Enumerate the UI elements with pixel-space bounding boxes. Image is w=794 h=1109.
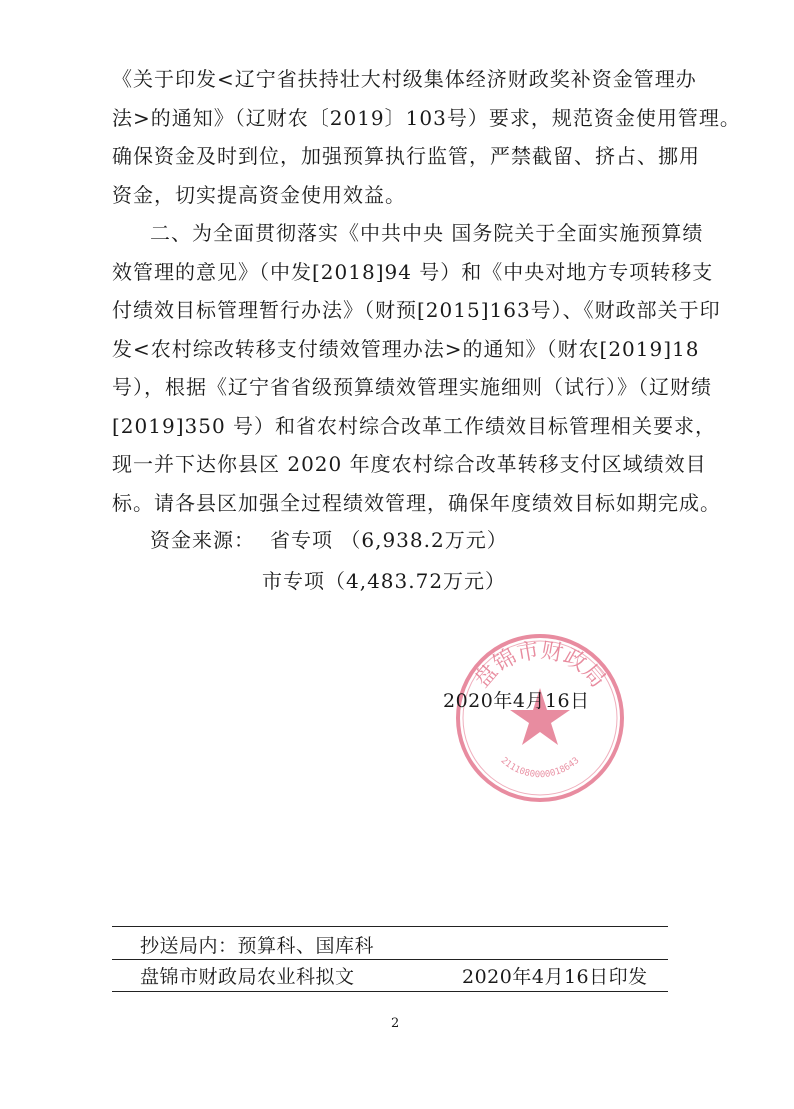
text-line: 效管理的意见》（中发[2018]94 号）和《中央对地方专项转移支 <box>112 259 714 284</box>
text-line: 标。请各县区加强全过程绩效管理，确保年度绩效目标如期完成。 <box>112 490 721 515</box>
provincial-fund: 省专项 （6,938.2万元） <box>270 528 508 552</box>
text-line: 《关于印发<辽宁省扶持壮大村级集体经济财政奖补资金管理办 <box>112 67 697 91</box>
footer-rule-middle <box>112 959 668 960</box>
text-line: 现一并下达你县区 2020 年度农村综合改革转移支付区域绩效目 <box>112 452 707 476</box>
svg-text:盘锦市财政局: 盘锦市财政局 <box>469 638 611 693</box>
city-fund: 市专项（4,483.72万元） <box>262 569 507 593</box>
text-line: 二、为全面贯彻落实《中共中央 国务院关于全面实施预算绩 <box>150 221 704 245</box>
funding-label: 资金来源： <box>150 528 255 552</box>
text-line: 确保资金及时到位，加强预算执行监管，严禁截留、挤占、挪用 <box>112 144 700 168</box>
svg-text:2111080000018643: 2111080000018643 <box>498 755 582 781</box>
official-seal-stamp <box>452 630 628 806</box>
text-line: 发<农村综改转移支付绩效管理办法>的通知》（财农[2019]18 <box>112 336 700 361</box>
footer-drafter: 盘锦市财政局农业科拟文 <box>140 966 355 988</box>
footer-cc: 抄送局内：预算科、国库科 <box>140 935 375 957</box>
text-line: 资金，切实提高资金使用效益。 <box>112 182 406 207</box>
issue-date: 2020年4月16日 <box>443 690 590 712</box>
text-line: 付绩效目标管理暂行办法》（财预[2015]163号）、《财政部关于印 <box>112 298 721 322</box>
page-number: 2 <box>391 1016 400 1031</box>
footer-rule-bottom <box>112 991 668 992</box>
footer-issue-date: 2020年4月16日印发 <box>462 966 648 988</box>
footer-rule-top <box>112 926 668 927</box>
text-line: 法>的通知》（辽财农〔2019〕103号）要求，规范资金使用管理。 <box>112 105 741 130</box>
text-line: [2019]350 号）和省农村综合改革工作绩效目标管理相关要求， <box>112 413 717 438</box>
text-line: 号），根据《辽宁省省级预算绩效管理实施细则（试行）》（辽财绩 <box>112 375 712 399</box>
